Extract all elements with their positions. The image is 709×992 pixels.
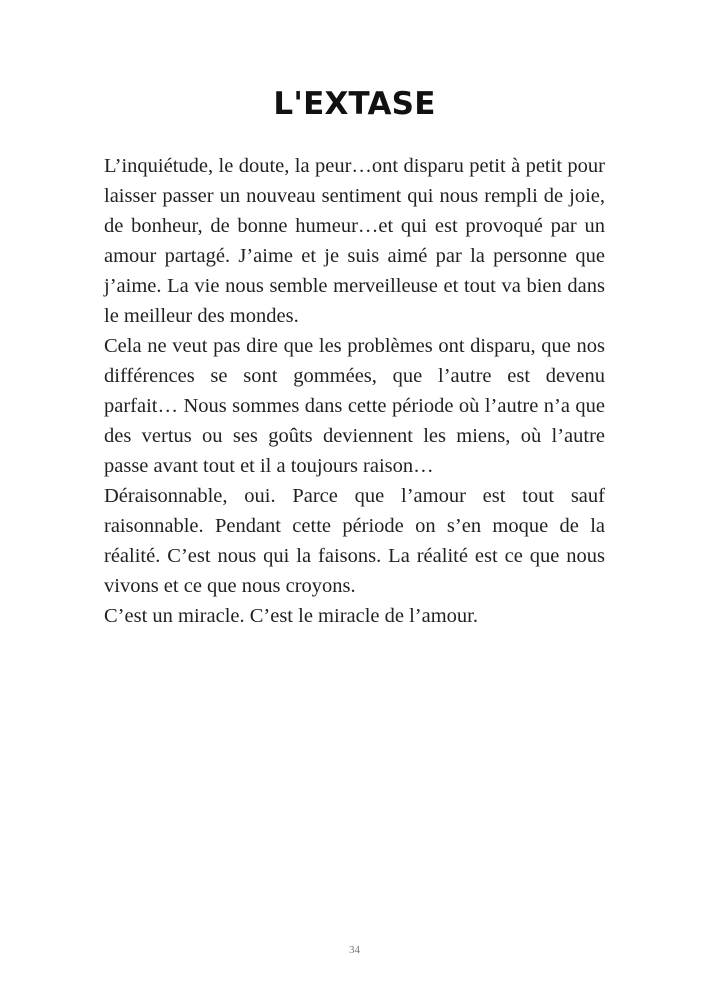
paragraph-3: Déraisonnable, oui. Parce que l’amour est tout sauf raisonnable. Pendant cette période on s’en moque de la réalité. C’est nous qui la faisons. La réalité est ce que nous vivons et ce que nous croyons. (104, 485, 605, 597)
body-text (104, 151, 605, 631)
paragraph-1: L’inquiétude, le doute, la peur…ont disparu petit à petit pour laisser passer un nouveau sentiment qui nous rempli de joie, de bonheur, de bonne humeur…et qui est provoqué par un amour partagé. J’aime et je suis aimé par la personne que j’aime. La vie nous semble merveilleuse et tout va bien dans le meilleur des mondes. (104, 155, 605, 327)
page-number: 34 (349, 944, 360, 956)
paragraph-2: Cela ne veut pas dire que les problèmes ont disparu, que nos différences se sont gommées, que l’autre est devenu parfait… Nous sommes dans cette période où l’autre n’a que des vertus ou ses goûts deviennent les miens, où l’autre passe avant tout et il a toujours raison… (104, 335, 605, 477)
page-title: L'EXTASE (273, 86, 436, 122)
paragraph-4: C’est un miracle. C’est le miracle de l’amour. (104, 605, 478, 627)
